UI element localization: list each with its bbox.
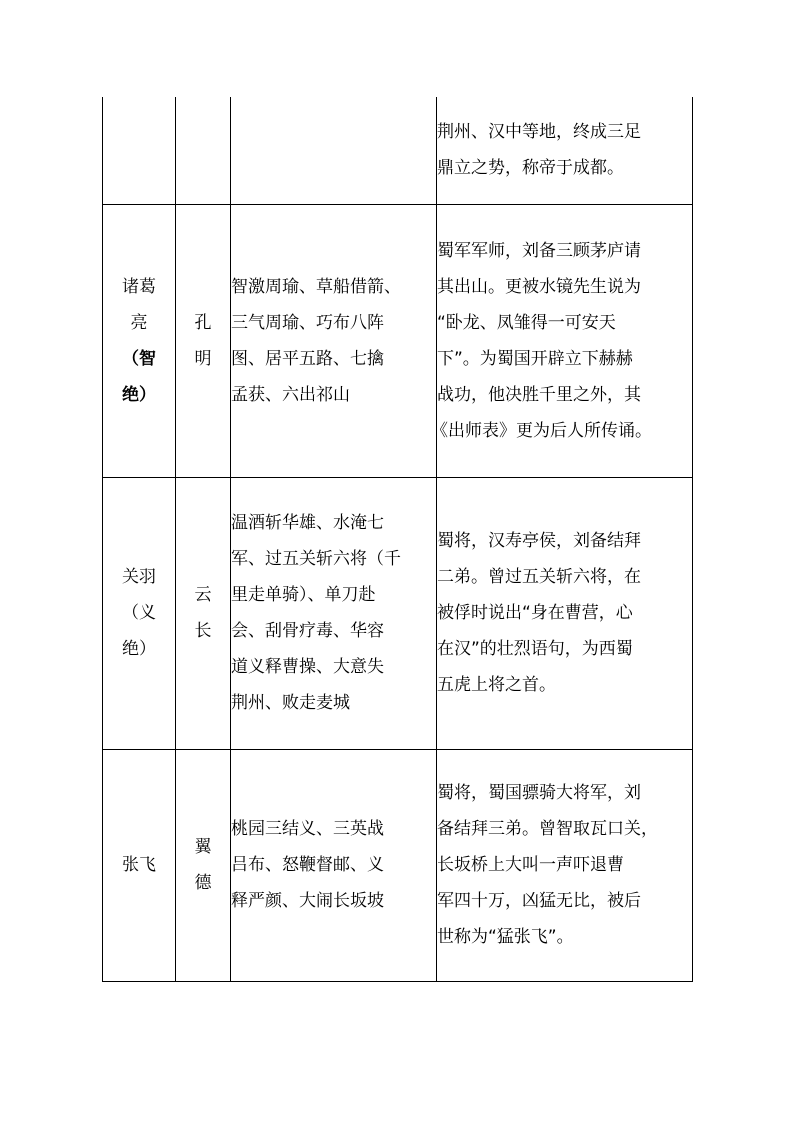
- deeds-line: 温酒斩华雄、水淹七: [231, 513, 384, 533]
- deeds-cell: [231, 749, 437, 981]
- courtesy-name-line: 孔: [194, 312, 212, 333]
- deeds-line: 孟获、六出祁山: [231, 384, 350, 405]
- deeds-line: 释严颜、大闹长坂坡: [231, 891, 384, 911]
- description-cell: [437, 97, 693, 204]
- name-line: 绝）: [122, 639, 156, 659]
- courtesy-name-line: 长: [194, 621, 212, 641]
- courtesy-name-line: 德: [194, 873, 212, 893]
- name-line: 诸葛: [122, 276, 156, 297]
- name-line: 张飞: [122, 855, 156, 875]
- name-cell: [103, 477, 176, 749]
- description-line: 世称为“猛张飞”。: [437, 927, 574, 947]
- description-line: 其出山。更被水镜先生说为: [437, 276, 641, 297]
- courtesy-name-line: 明: [194, 348, 212, 369]
- deeds-line: 图、居平五路、七擒: [231, 348, 384, 369]
- deeds-cell: [231, 97, 437, 204]
- name-line: 亮: [130, 312, 148, 333]
- description-cell: [437, 749, 693, 981]
- courtesy-name-cell: [176, 749, 231, 981]
- deeds-line: 吕布、怒鞭督邮、义: [231, 855, 384, 875]
- table-row-zhuge-liang: [103, 204, 693, 477]
- name-line: 绝）: [122, 384, 156, 405]
- courtesy-name-line: 翼: [194, 837, 212, 857]
- description-line: 蜀将，汉寿亭侯，刘备结拜: [437, 531, 641, 551]
- name-line: 关羽: [122, 567, 156, 587]
- deeds-line: 军、过五关斩六将（千: [231, 549, 401, 569]
- deeds-line: 里走单骑）、单刀赴: [231, 585, 376, 605]
- table-row-liubei-continued: [103, 97, 693, 204]
- deeds-cell: [231, 204, 437, 477]
- description-line: 二弟。曾过五关斩六将，在: [437, 567, 641, 587]
- table-row-zhang-fei: [103, 749, 693, 981]
- deeds-line: 桃园三结义、三英战: [231, 819, 384, 839]
- description-line: 荆州、汉中等地，终成三足: [437, 122, 641, 143]
- description-line: 下”。为蜀国开辟立下赫赫: [437, 348, 633, 369]
- description-line: 战功，他决胜千里之外，其: [437, 384, 641, 405]
- courtesy-name-line: 云: [194, 585, 212, 605]
- description-cell: [431, 204, 693, 477]
- deeds-line: 智激周瑜、草船借箭、: [231, 276, 401, 297]
- description-line: 在汉”的壮烈语句，为西蜀: [437, 639, 633, 659]
- courtesy-name-cell: [176, 97, 231, 204]
- name-line: （智: [122, 348, 156, 369]
- name-cell: [103, 749, 176, 981]
- courtesy-name-cell: [176, 204, 231, 477]
- description-line: 蜀将，蜀国骠骑大将军，刘: [437, 783, 641, 803]
- description-line: 长坂桥上大叫一声吓退曹: [437, 855, 624, 875]
- table-row-guan-yu: [103, 477, 693, 749]
- name-cell: [103, 204, 176, 477]
- name-cell: [103, 97, 176, 204]
- deeds-cell: [231, 477, 437, 749]
- deeds-line: 会、刮骨疗毒、华容: [231, 621, 384, 641]
- description-line: 《出师表》更为后人所传诵。: [431, 420, 652, 441]
- courtesy-name-cell: [176, 477, 231, 749]
- description-line: 鼎立之势，称帝于成都。: [437, 158, 624, 179]
- description-line: 蜀军军师，刘备三顾茅庐请: [437, 240, 641, 261]
- description-line: “卧龙、凤雏得一可安天: [437, 312, 616, 333]
- description-line: 备结拜三弟。曾智取瓦口关，: [437, 819, 658, 839]
- deeds-line: 荆州、败走麦城: [231, 693, 350, 713]
- deeds-line: 三气周瑜、巧布八阵: [231, 312, 384, 333]
- description-line: 五虎上将之首。: [437, 675, 556, 695]
- description-cell: [437, 477, 693, 749]
- description-line: 军四十万，凶猛无比，被后: [437, 891, 641, 911]
- characters-table: [102, 97, 693, 982]
- name-line: （义: [122, 603, 156, 623]
- deeds-line: 道义释曹操、大意失: [231, 657, 384, 677]
- description-line: 被俘时说出“身在曹营，心: [437, 603, 633, 623]
